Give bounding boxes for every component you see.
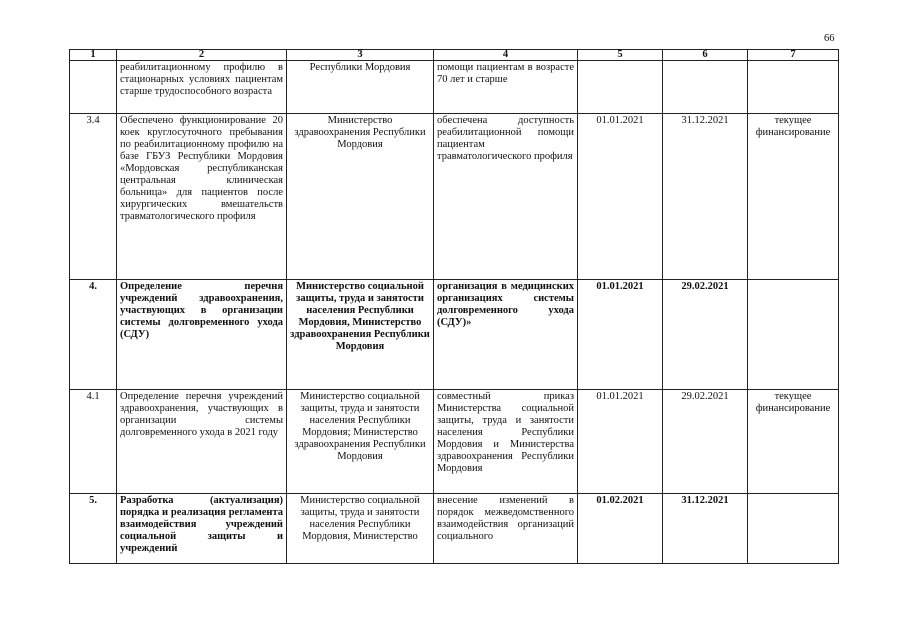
executor: Республики Мордовия bbox=[287, 61, 434, 114]
header-cell: 6 bbox=[663, 50, 748, 61]
start-date: 01.02.2021 bbox=[578, 494, 663, 564]
measure-name: Обеспечено функционирование 20 коек круглосуточного пребывания по реабилитационному профилю на базе ГБУЗ Республики Мордовия «Мордовская республиканская центральная клиническая больница» для пациентов после хирургических вмешательств травматологического профиля bbox=[117, 114, 287, 280]
row-number: 4. bbox=[70, 280, 117, 390]
header-cell: 3 bbox=[287, 50, 434, 61]
start-date: 01.01.2021 bbox=[578, 114, 663, 280]
measure-name: Разработка (актуализация) порядка и реализация регламента взаимодействия учреждений социальной защиты и учреждений bbox=[117, 494, 287, 564]
measure-name: Определение перечня учреждений здравоохранения, участвующих в организации системы долговременного ухода в 2021 году bbox=[117, 390, 287, 494]
executor: Министерство социальной защиты, труда и занятости населения Республики Мордовия, Министерство bbox=[287, 494, 434, 564]
page-number: 66 bbox=[824, 33, 835, 44]
end-date bbox=[663, 61, 748, 114]
expected-result: обеспечена доступность реабилитационной помощи пациентам травматологического профиля bbox=[434, 114, 578, 280]
executor: Министерство социальной защиты, труда и занятости населения Республики Мордовия; Министерство здравоохранения Республики Мордовия bbox=[287, 390, 434, 494]
financing-source bbox=[748, 494, 839, 564]
start-date: 01.01.2021 bbox=[578, 280, 663, 390]
header-cell: 7 bbox=[748, 50, 839, 61]
expected-result: организация в медицинских организациях системы долговременного ухода (СДУ)» bbox=[434, 280, 578, 390]
start-date bbox=[578, 61, 663, 114]
table-row bbox=[70, 494, 839, 564]
row-number bbox=[70, 61, 117, 114]
end-date: 31.12.2021 bbox=[663, 114, 748, 280]
expected-result: помощи пациентам в возрасте 70 лет и старше bbox=[434, 61, 578, 114]
financing-source: текущее финансирование bbox=[748, 114, 839, 280]
table-row bbox=[70, 61, 839, 114]
header-cell: 2 bbox=[117, 50, 287, 61]
table-row bbox=[70, 280, 839, 390]
executor: Министерство здравоохранения Республики Мордовия bbox=[287, 114, 434, 280]
financing-source bbox=[748, 61, 839, 114]
row-number: 4.1 bbox=[70, 390, 117, 494]
measures-table bbox=[69, 49, 839, 564]
measure-name: Определение перечня учреждений здравоохранения, участвующих в организации системы долговременного ухода (СДУ) bbox=[117, 280, 287, 390]
financing-source: текущее финансирование bbox=[748, 390, 839, 494]
header-row bbox=[70, 50, 839, 61]
header-cell: 4 bbox=[434, 50, 578, 61]
table-row bbox=[70, 114, 839, 280]
measure-name: реабилитационному профилю в стационарных условиях пациентам старше трудоспособного возраста bbox=[117, 61, 287, 114]
header-cell: 5 bbox=[578, 50, 663, 61]
row-number: 3.4 bbox=[70, 114, 117, 280]
header-cell: 1 bbox=[70, 50, 117, 61]
start-date: 01.01.2021 bbox=[578, 390, 663, 494]
row-number: 5. bbox=[70, 494, 117, 564]
end-date: 29.02.2021 bbox=[663, 390, 748, 494]
financing-source bbox=[748, 280, 839, 390]
executor: Министерство социальной защиты, труда и занятости населения Республики Мордовия, Министерство здравоохранения Республики Мордовия bbox=[287, 280, 434, 390]
end-date: 31.12.2021 bbox=[663, 494, 748, 564]
expected-result: внесение изменений в порядок межведомственного взаимодействия организаций социального bbox=[434, 494, 578, 564]
expected-result: совместный приказ Министерства социальной защиты, труда и занятости населения Республики Мордовия и Министерства здравоохранения Республики Мордовия bbox=[434, 390, 578, 494]
table-row bbox=[70, 390, 839, 494]
end-date: 29.02.2021 bbox=[663, 280, 748, 390]
